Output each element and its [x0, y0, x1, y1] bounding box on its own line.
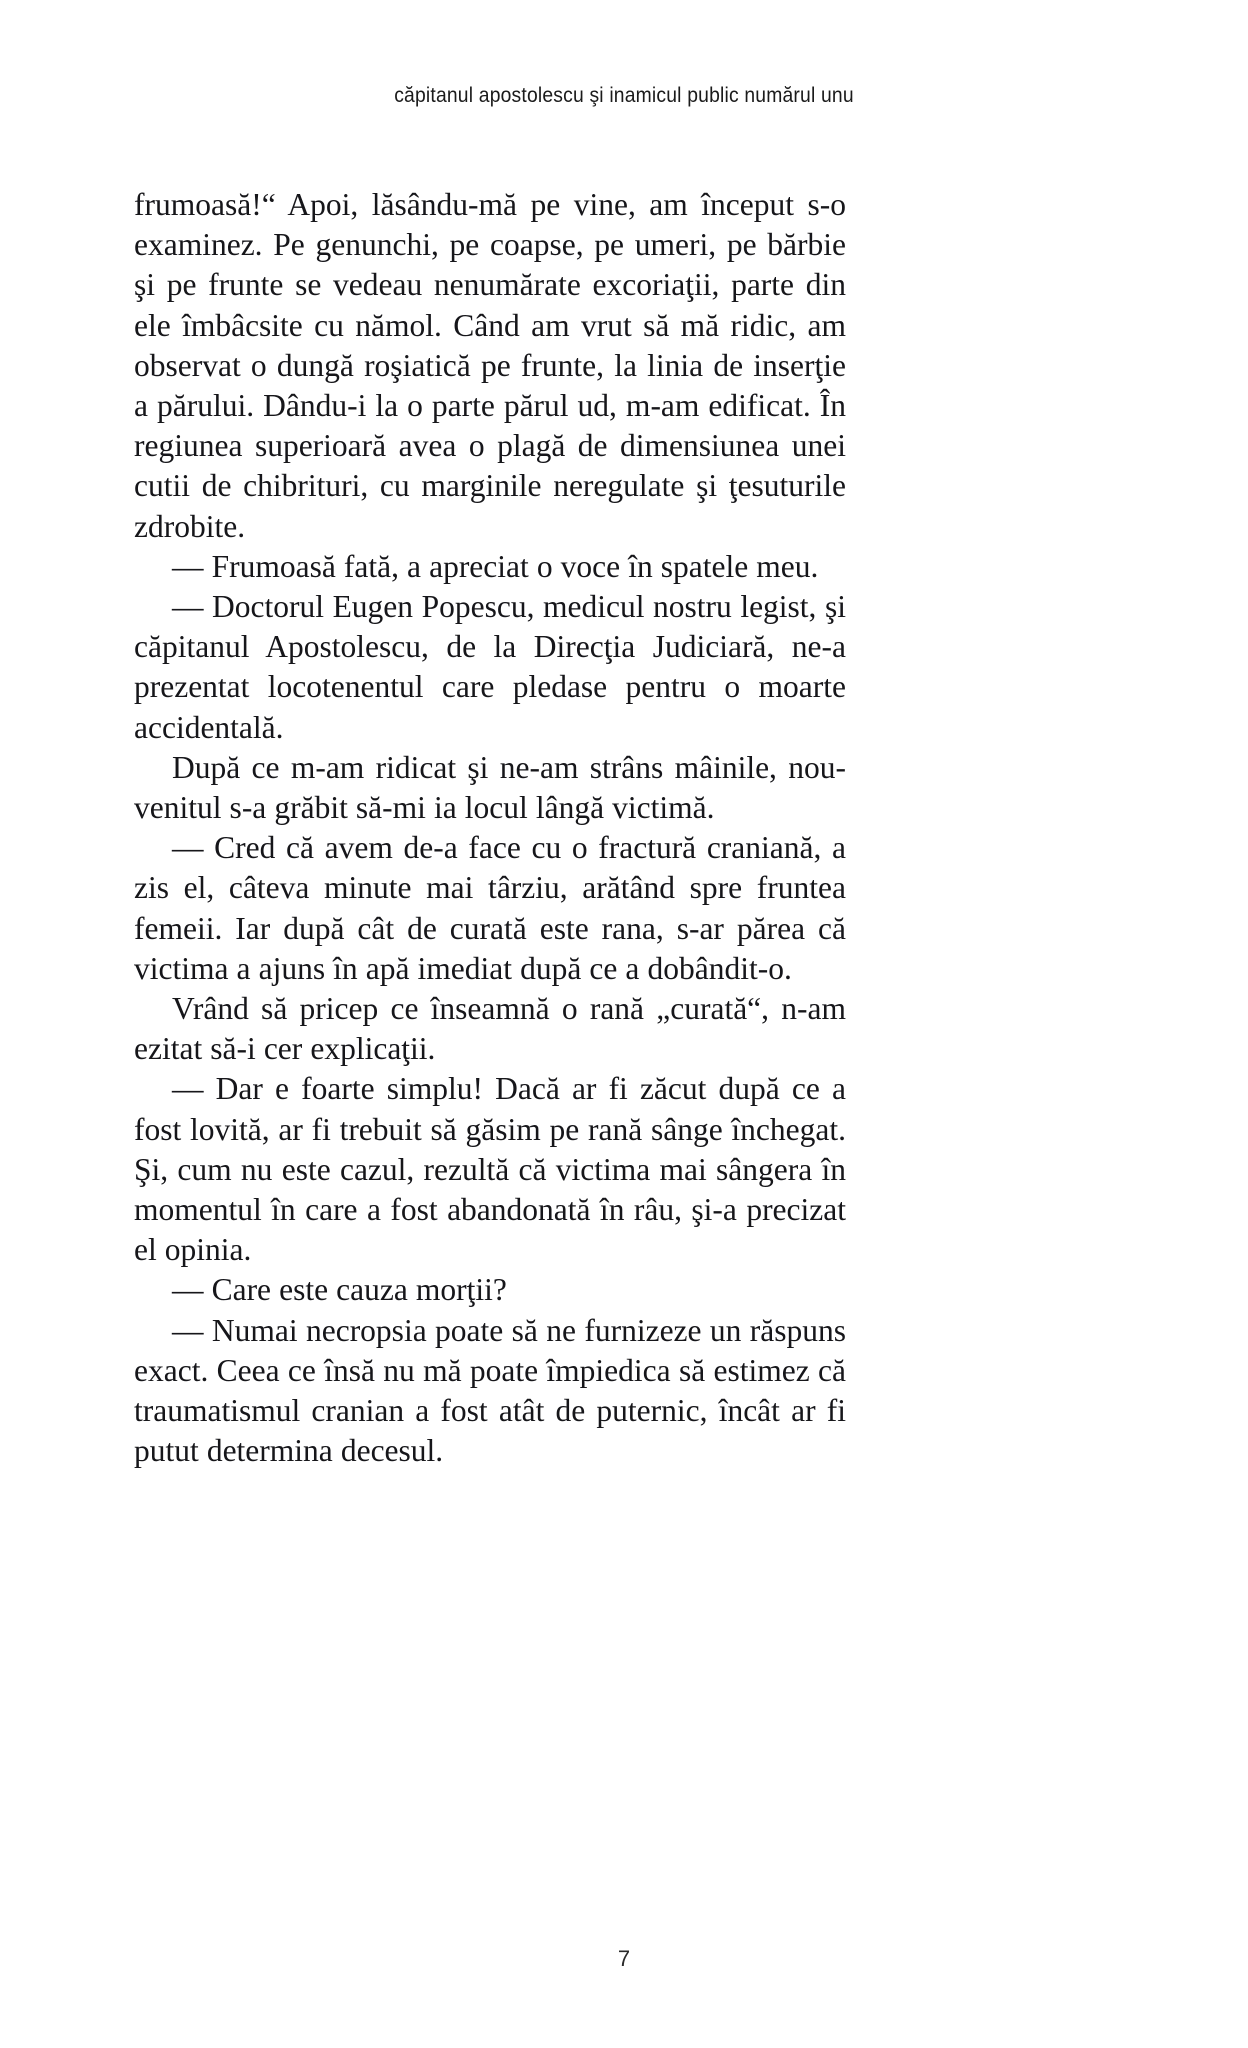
paragraph-continuation: frumoasă!“ Apoi, lăsându-mă pe vine, am început s-o examinez. Pe genunchi, pe coapse, pe umeri, pe bărbie şi pe frunte se vedeau nenumărate excoriaţii, parte din ele îmbâcsite cu nămol. Când am vrut să mă ridic, am observat o dungă roşiatică pe frunte, la linia de inserţie a părului. Dându-i la o parte părul ud, m-am edificat. În regiunea superioară avea o plagă de dimensiunea unei cutii de chibrituri, cu marginile neregulate şi ţesuturile zdrobite. [134, 187, 846, 544]
paragraph-dialogue: — Numai necropsia poate să ne furnizeze un răspuns exact. Ceea ce însă nu mă poate împiedica să estimez că traumatismul cranian a fost atât de puternic, încât ar fi putut determina decesul. [134, 1312, 846, 1469]
paragraph-indented: După ce m-am ridicat şi ne-am strâns mâinile, nou-venitul s-a grăbit să-mi ia locul lângă victimă. [134, 749, 846, 826]
paragraph-indented: Vrând să pricep ce înseamnă o rană „curată“, n-am ezitat să-i cer explicaţii. [134, 991, 846, 1067]
paragraph-dialogue: — Frumoasă fată, a apreciat o voce în spatele meu. [172, 548, 819, 584]
paragraph-dialogue: — Care este cauza morţii? [172, 1272, 507, 1308]
body-text-block [134, 185, 846, 1472]
paragraph-dialogue: — Cred că avem de-a face cu o fractură craniană, a zis el, câteva minute mai târziu, arătând spre fruntea femeii. Iar după cât de curată este rana, s-ar părea că victima a ajuns în apă imediat după ce a dobândit-o. [134, 830, 846, 986]
running-head: căpitanul apostolescu şi inamicul public numărul unu [394, 84, 854, 107]
page-number: 7 [617, 1946, 631, 1971]
paragraph-dialogue: — Dar e foarte simplu! Dacă ar fi zăcut după ce a fost lovită, ar fi trebuit să găsim pe rană sânge închegat. Şi, cum nu este cazul, rezultă că victima mai sângera în momentul în care a fost abandonată în râu, şi-a precizat el opinia. [134, 1071, 846, 1268]
paragraph-dialogue: — Doctorul Eugen Popescu, medicul nostru legist, şi căpitanul Apostolescu, de la Direcţia Judiciară, ne-a prezentat locotenentul care pledase pentru o moarte accidentală. [134, 589, 846, 745]
